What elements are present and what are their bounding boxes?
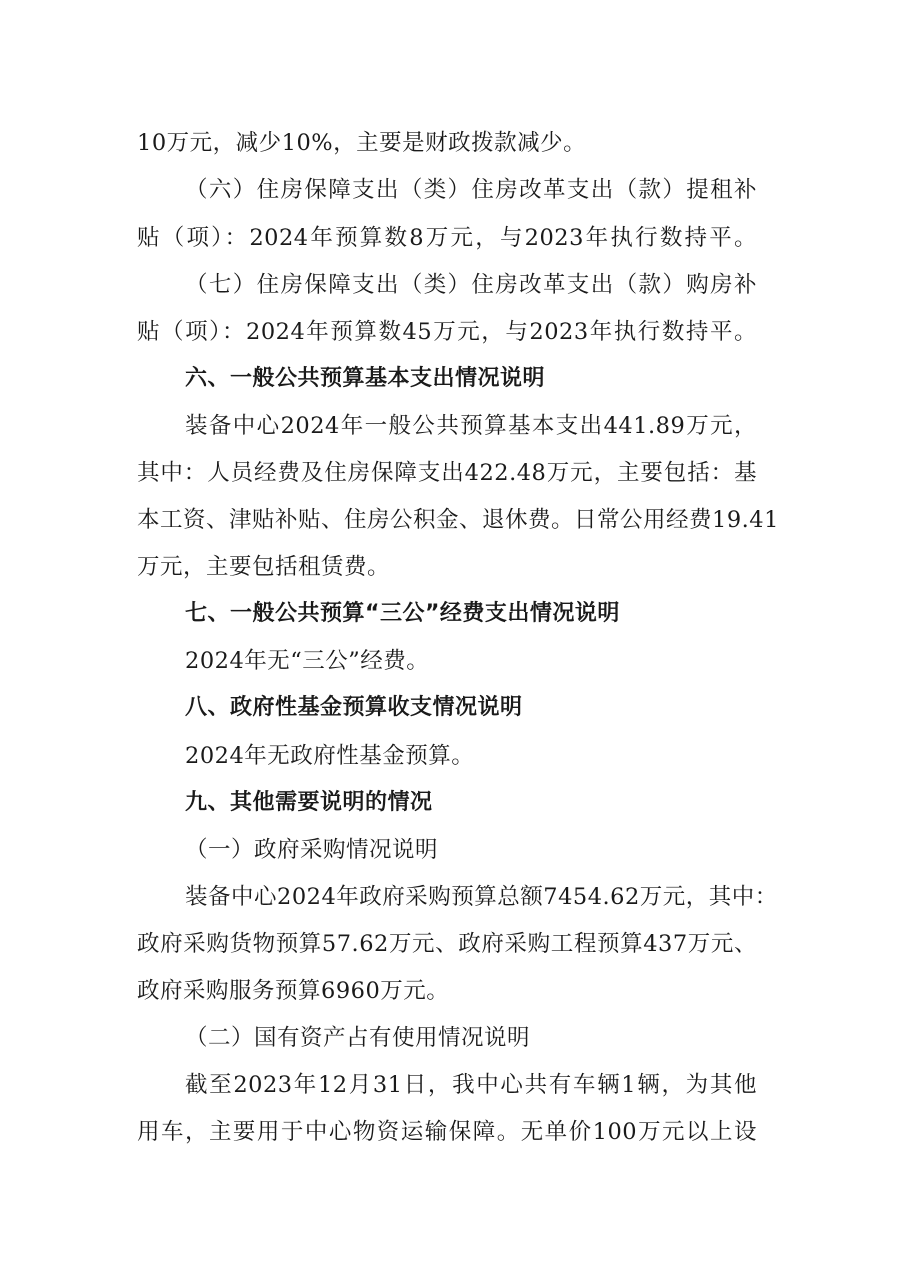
subsection-heading: （一）政府采购情况说明 (185, 837, 439, 863)
body-text-line: 用车，主要用于中心物资运输保障。无单价100万元以上设 (137, 1119, 757, 1145)
section-heading: 八、政府性基金预算收支情况说明 (185, 695, 523, 720)
section-heading: 九、其他需要说明的情况 (185, 790, 433, 815)
body-text-line: 装备中心2024年政府采购预算总额7454.62万元，其中： (185, 884, 778, 910)
body-text-line: （七）住房保障支出（类）住房改革支出（款）购房补 (185, 272, 757, 298)
body-text-line: 贴（项）：2024年预算数45万元，与2023年执行数持平。 (137, 319, 757, 345)
body-text-line: 贴（项）：2024年预算数8万元，与2023年执行数持平。 (137, 225, 757, 251)
body-text-line: （六）住房保障支出（类）住房改革支出（款）提租补 (185, 177, 757, 203)
body-text-line: 10万元，减少10%，主要是财政拨款减少。 (137, 130, 587, 156)
body-text-line: 政府采购服务预算6960万元。 (137, 978, 450, 1004)
body-text-line: 政府采购货物预算57.62万元、政府采购工程预算437万元、 (137, 931, 757, 957)
body-text-line: 装备中心2024年一般公共预算基本支出441.89万元， (185, 413, 757, 439)
body-text-line: 本工资、津贴补贴、住房公积金、退休费。日常公用经费19.41 (137, 507, 779, 533)
subsection-heading: （二）国有资产占有使用情况说明 (185, 1025, 531, 1051)
body-text-line: 2024年无“三公”经费。 (185, 648, 430, 674)
section-heading: 六、一般公共预算基本支出情况说明 (185, 366, 546, 391)
section-heading: 七、一般公共预算“三公”经费支出情况说明 (185, 601, 620, 626)
body-text-line: 2024年无政府性基金预算。 (185, 743, 475, 769)
body-text-line: 截至2023年12月31日，我中心共有车辆1辆，为其他 (185, 1072, 757, 1098)
body-text-line: 其中：人员经费及住房保障支出422.48万元，主要包括：基 (137, 460, 757, 486)
body-text-line: 万元，主要包括租赁费。 (137, 554, 391, 580)
